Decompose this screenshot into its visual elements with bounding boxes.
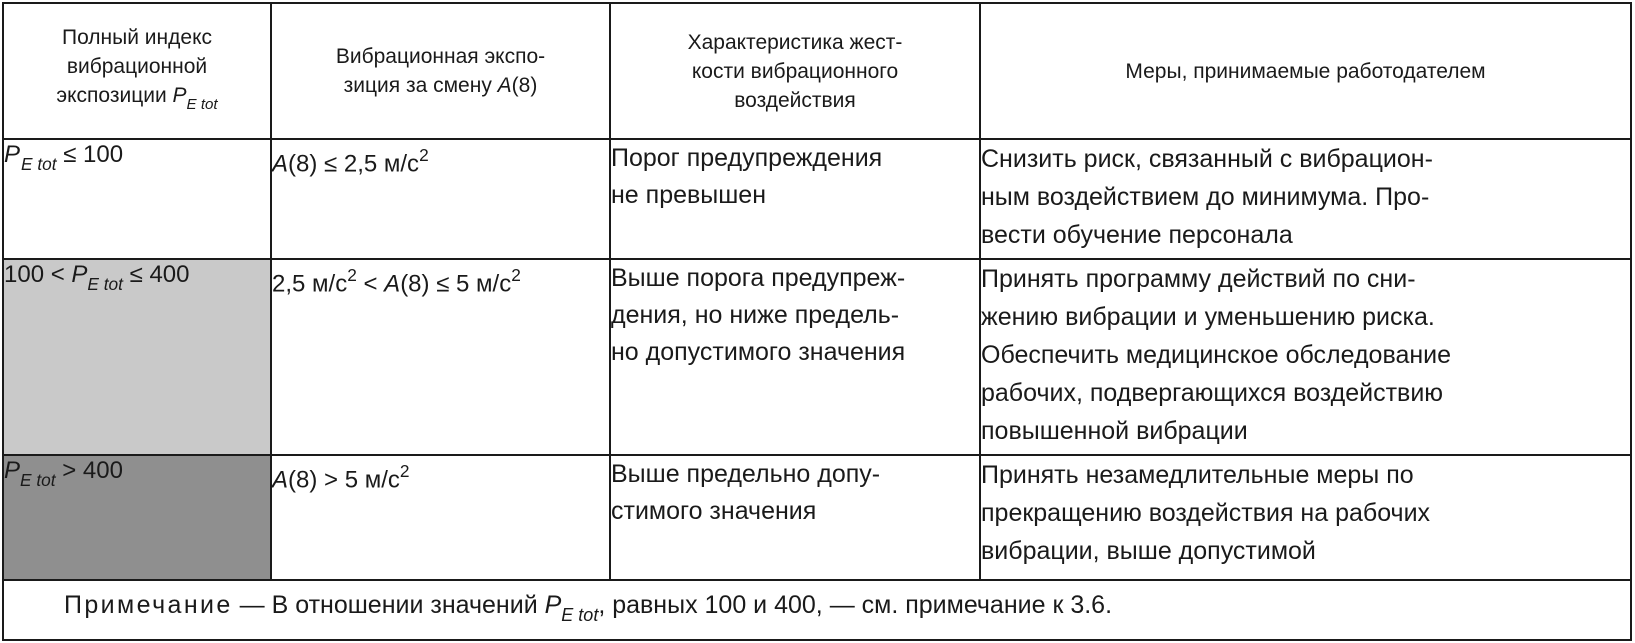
cell-measures: [980, 259, 1631, 455]
measures-line: вести обучение персонала: [981, 221, 1293, 249]
exposure-text: (8) ≤ 2,5 м/с: [288, 150, 420, 178]
exposure-text: <: [356, 270, 385, 298]
exponent: 2: [511, 265, 521, 285]
characteristic-line: дения, но ниже предель-: [611, 301, 900, 329]
symbol-subscript: E tot: [21, 153, 57, 174]
measures-line: повышенной вибрации: [981, 417, 1248, 445]
symbol-subscript: E tot: [20, 469, 56, 490]
index-suffix: > 400: [55, 457, 123, 484]
header-line: воздействия: [734, 88, 856, 112]
exponent: 2: [347, 265, 357, 285]
header-line: кости вибрационного: [691, 59, 899, 83]
index-suffix: ≤ 100: [56, 141, 124, 168]
measures-line: вибрации, выше допустимой: [981, 537, 1316, 565]
note-text: — В отношении значений: [232, 591, 545, 620]
cell-index: [3, 259, 271, 455]
table-header-row: [3, 3, 1631, 139]
note-cell: [3, 580, 1631, 640]
cell-measures: [980, 139, 1631, 259]
cell-index: [3, 455, 271, 580]
measures-line: Снизить риск, связанный с вибрацион-: [981, 145, 1433, 173]
measures-line: Обеспечить медицинское обследование: [981, 341, 1452, 369]
cell-measures: [980, 455, 1631, 580]
cell-index: [3, 139, 271, 259]
index-prefix: 100 <: [4, 261, 72, 288]
header-line-text: зиция за смену: [343, 74, 498, 97]
characteristic-line: Выше предельно допу-: [611, 460, 881, 488]
header-line: Вибрационная экспо-: [335, 45, 546, 68]
vibration-exposure-table-container: [2, 2, 1630, 639]
header-characteristic: [610, 3, 980, 139]
symbol-p: P: [4, 457, 21, 484]
exposure-text: 2,5 м/с: [272, 270, 348, 298]
exponent: 2: [399, 461, 410, 481]
symbol-p: P: [71, 261, 88, 288]
header-line: [286, 71, 595, 100]
cell-characteristic: [610, 455, 980, 580]
cell-characteristic: [610, 259, 980, 455]
symbol-p: P: [172, 84, 187, 108]
cell-exposure: [271, 139, 610, 259]
symbol-subscript: E tot: [561, 605, 599, 626]
symbol-a-arg: (8): [511, 74, 538, 97]
index-suffix: ≤ 400: [122, 261, 190, 288]
header-line: Характеристика жест-: [687, 30, 903, 54]
header-measures: [980, 3, 1631, 139]
measures-line: Принять программу действий по сни-: [981, 265, 1416, 293]
table-row: [3, 139, 1631, 259]
measures-line: жению вибрации и уменьшению риска.: [981, 303, 1435, 331]
characteristic-line: стимого значения: [611, 497, 817, 525]
exponent: 2: [419, 145, 429, 165]
measures-line: рабочих, подвергающихся воздействию: [981, 379, 1444, 407]
index-expression: [4, 141, 124, 174]
symbol-subscript: E tot: [186, 95, 218, 113]
symbol-p: P: [4, 141, 21, 168]
cell-exposure: [271, 455, 610, 580]
header-exposure: [271, 3, 610, 139]
measures-line: прекращению воздействия на рабочих: [981, 499, 1431, 527]
note-text: , равных 100 и 400, — см. примечание к 3.6.: [598, 591, 1113, 620]
header-line: Меры, принимаемые работодателем: [1125, 59, 1486, 83]
header-total-index: [3, 3, 271, 139]
symbol-a: A: [272, 466, 289, 494]
characteristic-line: но допустимого значения: [611, 338, 906, 366]
characteristic-line: не превышен: [611, 181, 767, 209]
table-row: [3, 455, 1631, 580]
cell-characteristic: [610, 139, 980, 259]
symbol-a: A: [272, 150, 289, 178]
header-line: Полный индекс: [61, 26, 212, 50]
note-label: Примечание: [64, 591, 233, 620]
measures-line: ным воздействием до минимума. Про-: [981, 183, 1430, 211]
measures-line: Принять незамедлительные меры по: [981, 461, 1414, 489]
header-line: вибрационной: [66, 55, 208, 79]
header-line-text: экспозиции: [56, 84, 167, 108]
header-line: [18, 81, 256, 119]
characteristic-line: Порог предупреждения: [611, 144, 883, 172]
symbol-subscript: E tot: [87, 273, 123, 294]
table-row: [3, 259, 1631, 455]
vibration-exposure-table: [2, 2, 1632, 641]
characteristic-line: Выше порога предупреж-: [611, 264, 906, 292]
symbol-p: P: [544, 591, 562, 620]
exposure-text: (8) ≤ 5 м/с: [400, 270, 512, 298]
table-note-row: [3, 580, 1631, 640]
symbol-a: A: [497, 74, 512, 97]
exposure-text: (8) > 5 м/с: [288, 466, 400, 494]
symbol-a: A: [384, 270, 401, 298]
cell-exposure: [271, 259, 610, 455]
